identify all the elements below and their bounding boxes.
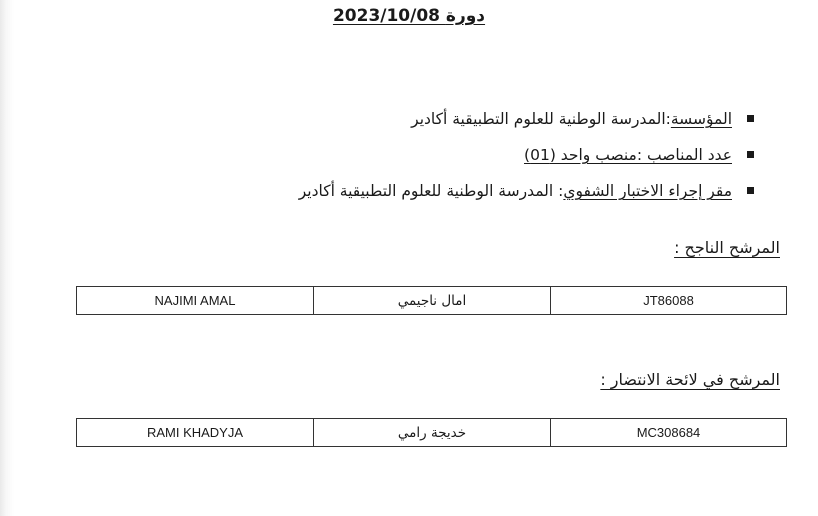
bullet-square-icon <box>747 187 754 194</box>
waitlist-id: MC308684 <box>551 419 787 447</box>
info-item-exam-location <box>194 180 754 216</box>
admitted-name-latin: NAJIMI AMAL <box>77 287 314 315</box>
table-row <box>77 287 787 315</box>
admitted-id: JT86088 <box>551 287 787 315</box>
session-line <box>333 6 485 26</box>
exam-location-value: : المدرسة الوطنية للعلوم التطبيقية أكادير <box>298 182 564 200</box>
admitted-table <box>76 286 787 315</box>
waitlist-name-arabic: خديجة رامي <box>314 419 551 447</box>
session-word: دورة <box>445 6 486 26</box>
info-list <box>194 108 754 216</box>
bullet-square-icon <box>747 115 754 122</box>
admitted-name-arabic: امال ناجيمي <box>314 287 551 315</box>
exam-location-label: مقر إجراء الاختبار الشفوي <box>563 182 732 200</box>
waitlist-heading: المرشح في لائحة الانتضار : <box>600 370 780 389</box>
institution-label: المؤسسة <box>670 110 732 128</box>
positions-text: عدد المناصب :منصب واحد (01) <box>524 146 732 164</box>
table-row <box>77 419 787 447</box>
info-item-positions <box>194 144 754 180</box>
session-title <box>0 6 818 26</box>
info-item-institution <box>194 108 754 144</box>
bullet-square-icon <box>747 151 754 158</box>
waitlist-table <box>76 418 787 447</box>
institution-value: :المدرسة الوطنية للعلوم التطبيقية أكادير <box>411 110 671 128</box>
session-date: 2023/10/08 <box>332 6 440 26</box>
admitted-heading: المرشح الناجح : <box>674 238 780 257</box>
waitlist-name-latin: RAMI KHADYJA <box>77 419 314 447</box>
